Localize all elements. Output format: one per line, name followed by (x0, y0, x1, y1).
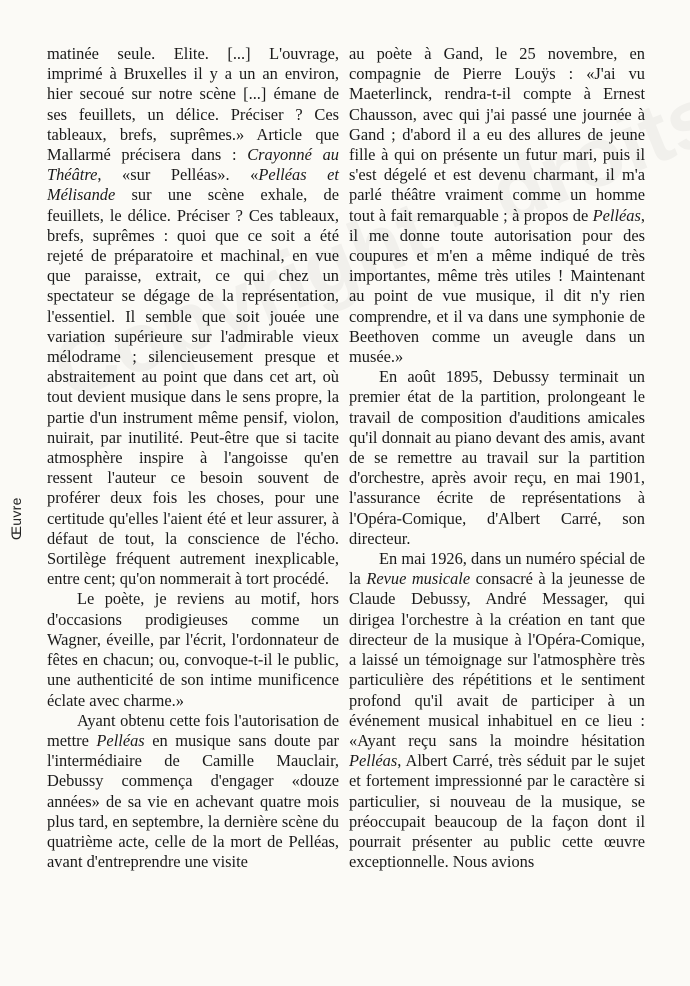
text-run: en musique sans doute par l'intermédiaire de Camille Mauclair, Debussy commença d'engager «douze années» de sa vie en achevant quatre mois plus tard, en septembre, la dernière scène du quatrième acte, celle de la mort de Pelléas, avant d'entreprendre une visite (47, 730, 339, 872)
text-run: , Albert Carré, très séduit par le sujet et fortement impressionné par le caractère si particulier, si nouveau de la musique, se préoccupait beaucoup de la façon dont il pourrait présenter au public cette œuvre exceptionnelle. Nous avions (349, 751, 645, 872)
right-text-column (349, 44, 645, 872)
text-run: En mai 1926, dans un numéro spécial de la (349, 549, 645, 589)
text-run: sur une scène exhale, de feuillets, le délice. Préciser ? Ces tableaux, brefs, suprêmes : quoi que ce soit a été rejeté de préparatoire et machinal, en vue que paraisse, extrait, ce qui chez un spectateur se dégage de la représentation, l'essentiel. Il semble que soit jouée une variation supérieure sur l'admirable vieux mélodrame ; silencieusement presque et abstraitement au point que dans cet art, où tout devient musique dans le sens propre, la partie d'un instrument même pensif, violon, nuirait, par inutilité. Peut-être que si tacite atmosphère inspire à l'angoisse qu'en ressent l'auteur ce besoin souvent de proférer deux fois les choses, pour une certitude qu'elles l'aient été et leur assurer, à défaut de tout, la conscience de l'écho. Sortilège fréquent autrement inexplicable, entre cent; qu'on nommerait à tort procédé. (47, 185, 339, 589)
text-run: au poète à Gand, le 25 novembre, en compagnie de Pierre Louÿs : «J'ai vu Maeterlinck, rendra-t-il compte à Ernest Chausson, avec qui j'ai passé une journée à Gand ; d'abord il a eu des allures de jeune fille à qui on présente un futur mari, puis il s'est dégelé et est devenu charmant, il m'a parlé théâtre vraiment comme un homme tout à fait remarquable ; à propos de (349, 44, 645, 225)
left-paragraph-1 (47, 44, 339, 589)
left-text-column (47, 44, 339, 872)
italic-text-run: Crayonné au Théâtre (47, 145, 339, 185)
italic-text-run: Pelléas (349, 751, 398, 771)
right-paragraph-1 (349, 44, 645, 367)
left-paragraph-2 (47, 589, 339, 710)
italic-text-run: Revue musicale (366, 569, 471, 589)
text-run: Ayant obtenu cette fois l'autorisation de mettre (47, 710, 339, 750)
text-run: Le poète, je reviens au motif, hors d'occasions prodigieuses comme un Wagner, éveille, par l'écrit, l'ordonnateur de fêtes en chacun; ou, convoque-t-il le public, une authenticité de son intime munificence éclate avec charme.» (47, 589, 339, 710)
text-run: , il me donne toute autorisation pour des coupures et m'en a même indiqué de très importantes, même très utiles ! Maintenant au point de vue musique, il dit n'y rien comprendre, et il va dans une symphonie de Beethoven comme un aveugle dans un musée.» (349, 205, 645, 367)
right-paragraph-3 (349, 549, 645, 872)
text-run: , «sur Pelléas». « (97, 165, 259, 185)
italic-text-run: Pelléas et Mélisande (47, 165, 339, 205)
left-paragraph-3 (47, 711, 339, 873)
text-run: En août 1895, Debussy terminait un premier état de la partition, prolongeant le travail de composition d'auditions amicales qu'il donnait au piano devant des amis, avant de se remettre au travail sur la partition d'orchestre, après avoir reçu, en mai 1901, l'assurance écrite de représentations à l'Opéra-Comique, d'Albert Carré, son directeur. (349, 367, 645, 548)
section-side-label: Œuvre (8, 497, 24, 540)
right-paragraph-2 (349, 367, 645, 549)
italic-text-run: Pelléas (96, 730, 145, 750)
text-run: consacré à la jeunesse de Claude Debussy, André Messager, qui dirigea l'orchestre à la création en tant que directeur de la musique à l'Opéra-Comique, a laissé un témoignage sur l'atmosphère très particulière des répétitions et le sentiment profond qu'il avait de participer à un événement musical inhabituel en ce lieu : «Ayant reçu sans la moindre hésitation (349, 569, 645, 750)
text-run: matinée seule. Elite. [...] L'ouvrage, imprimé à Bruxelles il y a un an environ, hier secoué sur notre scène [...] émane de ses feuillets, un délice. Préciser ? Ces tableaux, brefs, suprêmes.» Article que Mallarmé précisera dans : (47, 44, 339, 165)
italic-text-run: Pelléas (592, 205, 641, 225)
